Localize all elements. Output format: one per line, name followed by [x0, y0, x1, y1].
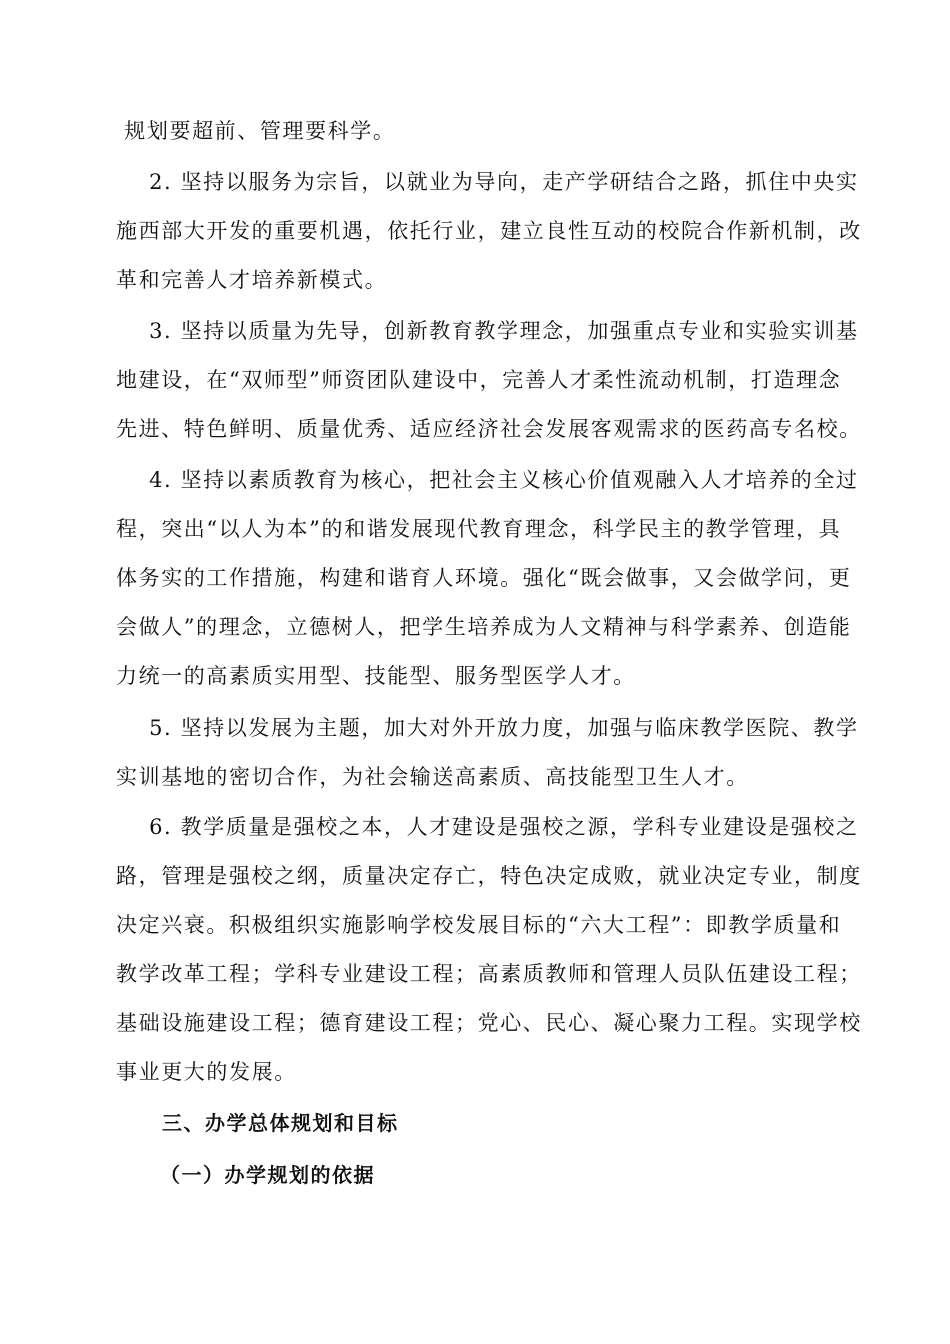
text-line: 地建设，在“双师型”师资团队建设中，完善人才柔性流动机制，打造理念 [116, 368, 842, 392]
paragraph-item-6 [116, 803, 862, 1097]
text-line: 规划要超前、管理要科学。 [116, 119, 396, 143]
text-line: 会做人”的理念，立德树人，把学生培养成为人文精神与科学素养、创造能 [116, 615, 852, 639]
paragraph-item-2 [116, 158, 862, 305]
text-line: 教学改革工程；学科专业建设工程；高素质教师和管理人员队伍建设工程； [116, 962, 862, 986]
text-line: 5. 坚持以发展为主题，加大对外开放力度，加强与临床教学医院、教学 [116, 716, 859, 740]
text-line: 体务实的工作措施，构建和谐育人环境。强化“既会做事，又会做学问，更 [116, 566, 852, 590]
section-heading: 三、办学总体规划和目标 [162, 1111, 399, 1135]
paragraph-continuation [116, 107, 856, 156]
text-line: 决定兴衰。积极组织实施影响学校发展目标的“六大工程”：即教学质量和 [116, 913, 842, 937]
text-line: 3. 坚持以质量为先导，创新教育教学理念，加强重点专业和实验实训基 [116, 319, 859, 343]
text-line: 基础设施建设工程；德育建设工程；党心、民心、凝心聚力工程。实现学校 [116, 1011, 862, 1035]
text-line: 2. 坚持以服务为宗旨，以就业为导向，走产学研结合之路，抓住中央实 [116, 170, 859, 194]
paragraph-item-3 [116, 307, 862, 454]
text-line: 革和完善人才培养新模式。 [116, 268, 388, 292]
paragraph-item-5 [116, 704, 859, 802]
text-line: 路，管理是强校之纲，质量决定存亡，特色决定成败，就业决定专业，制度 [116, 864, 862, 888]
text-line: 6. 教学质量是强校之本，人才建设是强校之源，学科专业建设是强校之 [116, 815, 859, 839]
text-line: 力统一的高素质实用型、技能型、服务型医学人才。 [116, 664, 636, 688]
paragraph-item-4 [116, 456, 859, 701]
text-line: 事业更大的发展。 [116, 1060, 297, 1084]
text-line: 4. 坚持以素质教育为核心，把社会主义核心价值观融入人才培养的全过 [116, 468, 859, 492]
text-line: 实训基地的密切合作，为社会输送高素质、高技能型卫生人才。 [116, 765, 749, 789]
text-line: 先进、特色鲜明、质量优秀、适应经济社会发展客观需求的医药高专名校。 [116, 417, 862, 441]
text-line: 施西部大开发的重要机遇，依托行业，建立良性互动的校院合作新机制，改 [116, 219, 862, 243]
text-line: 程，突出“以人为本”的和谐发展现代教育理念，科学民主的教学管理，具 [116, 517, 842, 541]
subsection-heading: （一）办学规划的依据 [160, 1163, 375, 1187]
